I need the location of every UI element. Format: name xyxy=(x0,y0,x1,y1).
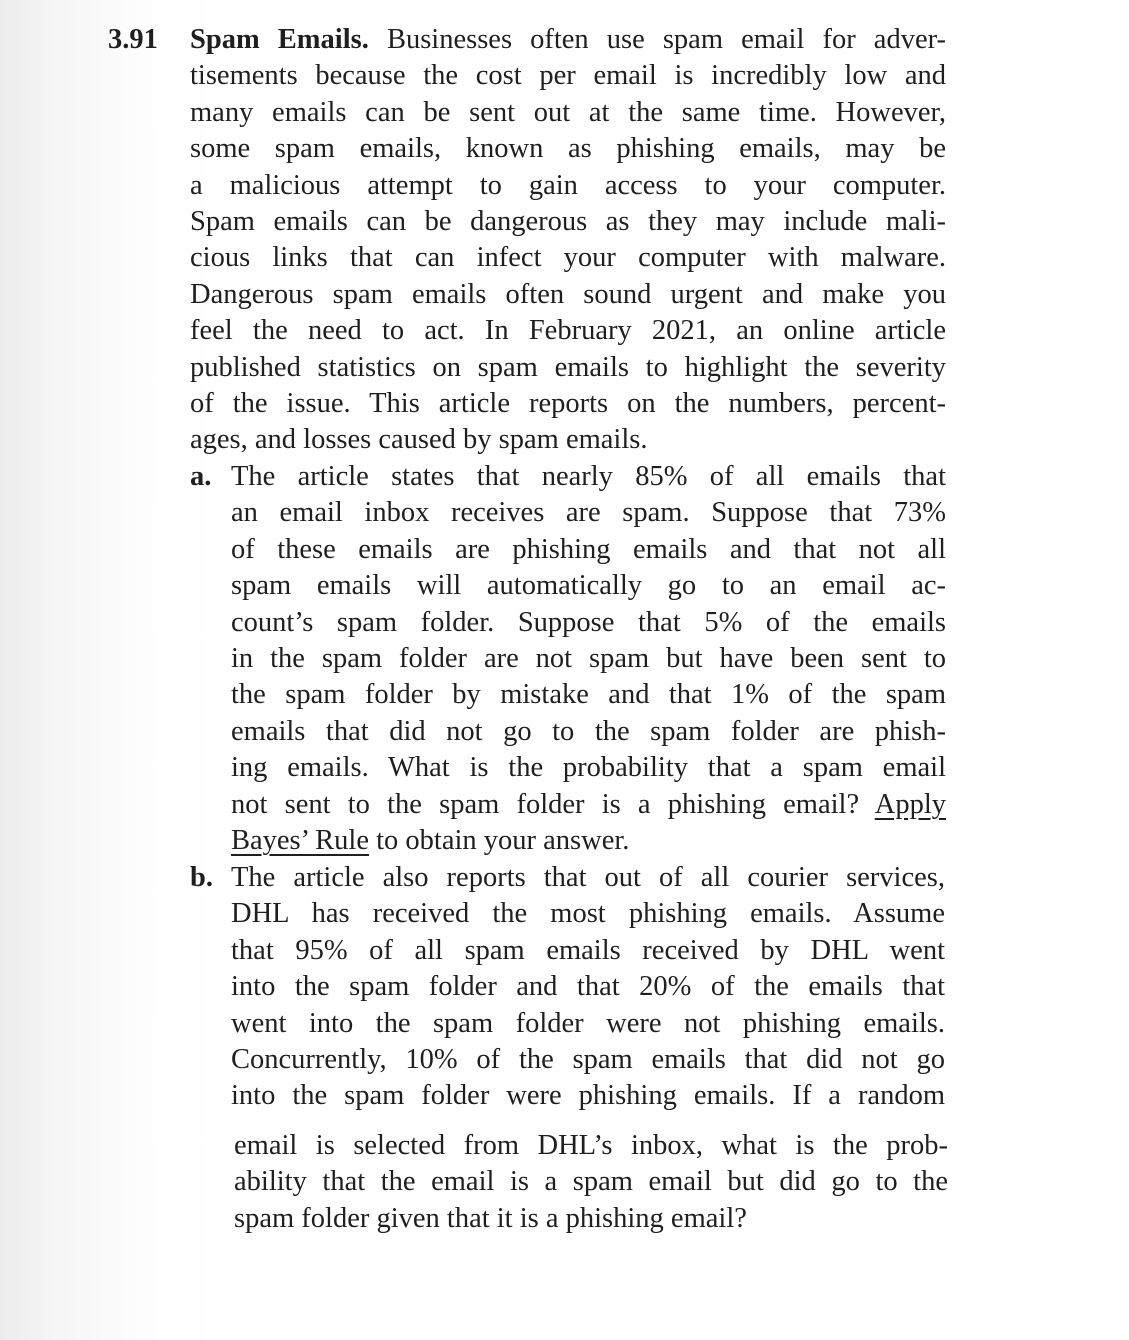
problem-title: Spam Emails. xyxy=(190,24,369,55)
part-a-label: a. xyxy=(190,461,212,492)
part-b-line: that 95% of all spam emails received by DHL went xyxy=(231,934,945,966)
part-b-text-top xyxy=(231,860,945,1115)
part-b-line: email is selected from DHL’s inbox, what is the prob- xyxy=(234,1130,948,1161)
intro-line: feel the need to act. In February 2021, an online article xyxy=(190,315,946,347)
intro-line: Dangerous spam emails often sound urgent and make you xyxy=(190,278,946,310)
part-b-line: spam folder given that it is a phishing email? xyxy=(234,1202,747,1234)
intro-line: tisements because the cost per email is incredibly low and xyxy=(190,60,946,92)
part-a-line: in the spam folder are not spam but have been sent to xyxy=(231,642,946,674)
intro-line: cious links that can infect your computer with malware. xyxy=(190,242,946,274)
part-a-line: emails that did not go to the spam folder are phish- xyxy=(231,715,946,747)
intro-line: some spam emails, known as phishing emails, may be xyxy=(190,133,946,165)
problem-intro xyxy=(190,22,946,459)
part-a-line: of these emails are phishing emails and that not all xyxy=(231,533,946,565)
intro-line: Spam Emails. Businesses often use spam email for adver- xyxy=(190,24,947,55)
intro-line: of the issue. This article reports on the numbers, percent- xyxy=(190,387,946,419)
part-a-line: not sent to the spam folder is a phishing email? Apply xyxy=(231,788,947,820)
part-a-text xyxy=(231,459,946,859)
part-a-line: count’s spam folder. Suppose that 5% of the emails xyxy=(231,606,946,638)
part-b-line: Concurrently, 10% of the spam emails that did not go xyxy=(231,1043,945,1075)
part-b-line: DHL has received the most phishing emails. Assume xyxy=(231,898,945,930)
bayes-rule-link[interactable]: Apply xyxy=(874,788,947,820)
part-b-line: went into the spam folder were not phishing emails. xyxy=(231,1007,945,1039)
part-b-line: into the spam folder were phishing emails. If a random xyxy=(231,1080,945,1112)
intro-line: a malicious attempt to gain access to your computer. xyxy=(190,169,946,201)
intro-line: Spam emails can be dangerous as they may include mali- xyxy=(190,205,946,237)
part-b-text-bottom xyxy=(234,1128,948,1237)
part-a-line: Bayes’ Rule to obtain your answer. xyxy=(231,824,630,856)
part-b-line: The article also reports that out of all courier services, xyxy=(231,862,945,893)
intro-line: published statistics on spam emails to highlight the severity xyxy=(190,351,946,383)
part-a-line: ing emails. What is the probability that a spam email xyxy=(231,752,946,784)
part-a-line: spam emails will automatically go to an email ac- xyxy=(231,570,946,602)
part-a-line: an email inbox receives are spam. Suppose that 73% xyxy=(231,497,946,529)
problem-number: 3.91 xyxy=(108,24,158,55)
part-b-label: b. xyxy=(190,862,213,893)
intro-line: many emails can be sent out at the same time. However, xyxy=(190,96,946,128)
part-a-line: the spam folder by mistake and that 1% of the spam xyxy=(231,679,946,711)
part-a-line: The article states that nearly 85% of all emails that xyxy=(231,461,946,492)
part-b-line: ability that the email is a spam email but did go to the xyxy=(234,1166,948,1198)
bayes-rule-link[interactable]: Bayes’ Rule xyxy=(231,824,369,856)
part-b-line: into the spam folder and that 20% of the emails that xyxy=(231,971,945,1003)
intro-line: ages, and losses caused by spam emails. xyxy=(190,424,648,456)
